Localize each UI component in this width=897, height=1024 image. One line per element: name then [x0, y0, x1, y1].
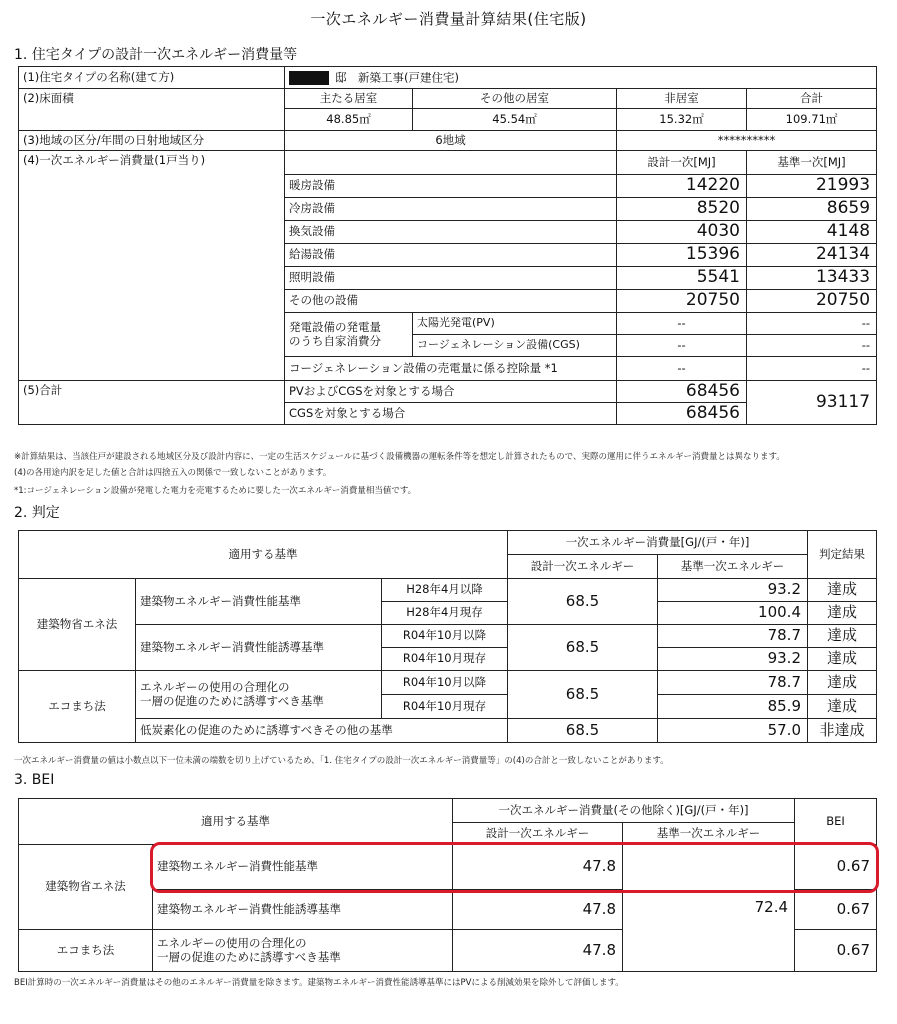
lighting-label: 照明設備 [285, 267, 617, 290]
region-label: (3)地域の区分/年間の日射地域区分 [19, 131, 285, 151]
bei-base-value: 72.4 [623, 845, 795, 972]
total-pv-cgs-value: 68456 [617, 381, 747, 403]
pv-design: -- [617, 313, 747, 335]
section-1-table [18, 66, 877, 425]
col-design-mj: 設計一次[MJ] [617, 151, 747, 175]
hot-water-standard: 24134 [747, 244, 877, 267]
period-row-2: H28年4月現存 [382, 602, 508, 625]
bei-table [18, 798, 877, 972]
base-value-2: 100.4 [658, 602, 808, 625]
base-value-5: 78.7 [658, 671, 808, 695]
region-value: 6地域 [285, 131, 617, 151]
result-1: 達成 [808, 579, 877, 602]
col-standard-mj: 基準一次[MJ] [747, 151, 877, 175]
energy-header: 一次エネルギー消費量[GJ/(戸・年)] [508, 531, 808, 555]
result-7: 非達成 [808, 719, 877, 743]
heating-label: 暖房設備 [285, 175, 617, 198]
bei-value-3: 0.67 [795, 930, 877, 972]
pv-standard: -- [747, 313, 877, 335]
heating-standard: 21993 [747, 175, 877, 198]
law-energy-saving: 建築物省エネ法 [19, 579, 136, 671]
ventilation-standard: 4148 [747, 221, 877, 244]
cgs-standard: -- [747, 335, 877, 357]
ventilation-design: 4030 [617, 221, 747, 244]
floor-area-head-total: 合計 [747, 89, 877, 109]
building-name-label: (1)住宅タイプの名称(建て方) [19, 67, 285, 89]
section-3-heading: 3. BEI [14, 772, 55, 788]
base-value-6: 85.9 [658, 695, 808, 719]
floor-area-head-main: 主たる居室 [285, 89, 413, 109]
bei-value-2: 0.67 [795, 890, 877, 930]
result-3: 達成 [808, 625, 877, 648]
section-2-note: 一次エネルギー消費量の値は小数点以下一位未満の端数を切り上げているため、「1. 住宅タイプの設計一次エネルギー消費量等」の(4)の合計と一致しないことがあります。 [14, 756, 669, 766]
design-value-2: 68.5 [508, 625, 658, 671]
bei-design-value-2: 47.8 [453, 890, 623, 930]
period-row-1: H28年4月以降 [382, 579, 508, 602]
design-value-1: 68.5 [508, 579, 658, 625]
law-eco-city: エコまち法 [19, 671, 136, 743]
other-equipment-standard: 20750 [747, 290, 877, 313]
floor-area-main: 48.85㎡ [285, 109, 413, 131]
total-cgs-label: CGSを対象とする場合 [285, 403, 617, 425]
generation-self-use-label: 発電設備の発電量 のうち自家消費分 [285, 313, 413, 357]
hot-water-label: 給湯設備 [285, 244, 617, 267]
result-6: 達成 [808, 695, 877, 719]
lighting-standard: 13433 [747, 267, 877, 290]
bei-std-energy-induction: 建築物エネルギー消費性能誘導基準 [153, 890, 453, 930]
cooling-label: 冷房設備 [285, 198, 617, 221]
applied-standard-header: 適用する基準 [19, 531, 508, 579]
cgs-label: コージェネレーション設備(CGS) [413, 335, 617, 357]
result-2: 達成 [808, 602, 877, 625]
hot-water-design: 15396 [617, 244, 747, 267]
section-1-note-1: ※計算結果は、当該住戸が建設される地域区分及び設計内容に、一定の生活スケジュールに基づく設備機器の運転条件等を想定し計算されたもので、実際の運用に伴うエネルギー消費量とは異なります。 [14, 452, 785, 462]
other-equipment-label: その他の設備 [285, 290, 617, 313]
bei-std-rationalization: エネルギーの使用の合理化の 一層の促進のために誘導すべき基準 [153, 930, 453, 972]
cgs-sell-design: -- [617, 357, 747, 381]
total-cgs-value: 68456 [617, 403, 747, 425]
cooling-standard: 8659 [747, 198, 877, 221]
floor-area-head-other: その他の居室 [413, 89, 617, 109]
bei-energy-header: 一次エネルギー消費量(その他除く)[GJ/(戸・年)] [453, 799, 795, 823]
solar-region-value: ********** [617, 131, 877, 151]
floor-area-total: 109.71㎡ [747, 109, 877, 131]
cgs-sell-standard: -- [747, 357, 877, 381]
floor-area-non: 15.32㎡ [617, 109, 747, 131]
base-energy-header: 基準一次エネルギー [658, 555, 808, 579]
building-name-value: 邸 新築工事(戸建住宅) [285, 67, 877, 89]
other-equipment-design: 20750 [617, 290, 747, 313]
base-value-3: 78.7 [658, 625, 808, 648]
bei-design-energy-header: 設計一次エネルギー [453, 823, 623, 845]
design-value-4: 68.5 [508, 719, 658, 743]
lighting-design: 5541 [617, 267, 747, 290]
floor-area-label: (2)床面積 [19, 89, 285, 131]
floor-area-head-non: 非居室 [617, 89, 747, 109]
std-rationalization: エネルギーの使用の合理化の 一層の促進のために誘導すべき基準 [136, 671, 382, 719]
section-1-note-3: *1:コージェネレーション設備が発電した電力を売電するために要した一次エネルギー消費量相当値です。 [14, 486, 417, 496]
period-row-6: R04年10月現存 [382, 695, 508, 719]
cgs-sell-label: コージェネレーション設備の売電量に係る控除量 *1 [285, 357, 617, 381]
bei-std-energy-performance: 建築物エネルギー消費性能基準 [153, 845, 453, 890]
design-value-3: 68.5 [508, 671, 658, 719]
section-3-note: BEI計算時の一次エネルギー消費量はその他のエネルギー消費量を除きます。建築物エネルギー消費性能誘導基準にはPVによる削減効果を除外して評価します。 [14, 978, 624, 988]
std-energy-induction: 建築物エネルギー消費性能誘導基準 [136, 625, 382, 671]
base-value-7: 57.0 [658, 719, 808, 743]
result-5: 達成 [808, 671, 877, 695]
total-standard-value: 93117 [747, 381, 877, 425]
period-row-3: R04年10月以降 [382, 625, 508, 648]
bei-design-value-1: 47.8 [453, 845, 623, 890]
period-row-4: R04年10月現存 [382, 648, 508, 671]
document-title: 一次エネルギー消費量計算結果(住宅版) [310, 10, 587, 28]
cooling-design: 8520 [617, 198, 747, 221]
cgs-design: -- [617, 335, 747, 357]
energy-label: (4)一次エネルギー消費量(1戸当り) [19, 151, 285, 381]
bei-applied-standard-header: 適用する基準 [19, 799, 453, 845]
std-low-carbon: 低炭素化の促進のために誘導すべきその他の基準 [136, 719, 508, 743]
redacted-name [289, 71, 329, 85]
result-4: 達成 [808, 648, 877, 671]
base-value-4: 93.2 [658, 648, 808, 671]
heating-design: 14220 [617, 175, 747, 198]
design-energy-header: 設計一次エネルギー [508, 555, 658, 579]
bei-base-energy-header: 基準一次エネルギー [623, 823, 795, 845]
total-pv-cgs-label: PVおよびCGSを対象とする場合 [285, 381, 617, 403]
bei-law-energy-saving: 建築物省エネ法 [19, 845, 153, 930]
result-header: 判定結果 [808, 531, 877, 579]
period-row-5: R04年10月以降 [382, 671, 508, 695]
pv-label: 太陽光発電(PV) [413, 313, 617, 335]
bei-value-1: 0.67 [795, 845, 877, 890]
section-1-note-2: (4)の各用途内訳を足した値と合計は四捨五入の関係で一致しないことがあります。 [14, 468, 332, 478]
ventilation-label: 換気設備 [285, 221, 617, 244]
base-value-1: 93.2 [658, 579, 808, 602]
total-label: (5)合計 [19, 381, 285, 425]
bei-law-eco-city: エコまち法 [19, 930, 153, 972]
std-energy-performance: 建築物エネルギー消費性能基準 [136, 579, 382, 625]
floor-area-other: 45.54㎡ [413, 109, 617, 131]
section-1-heading: 1. 住宅タイプの設計一次エネルギー消費量等 [14, 47, 298, 63]
judgement-table [18, 530, 877, 743]
bei-header: BEI [795, 799, 877, 845]
section-2-heading: 2. 判定 [14, 505, 60, 521]
bei-design-value-3: 47.8 [453, 930, 623, 972]
